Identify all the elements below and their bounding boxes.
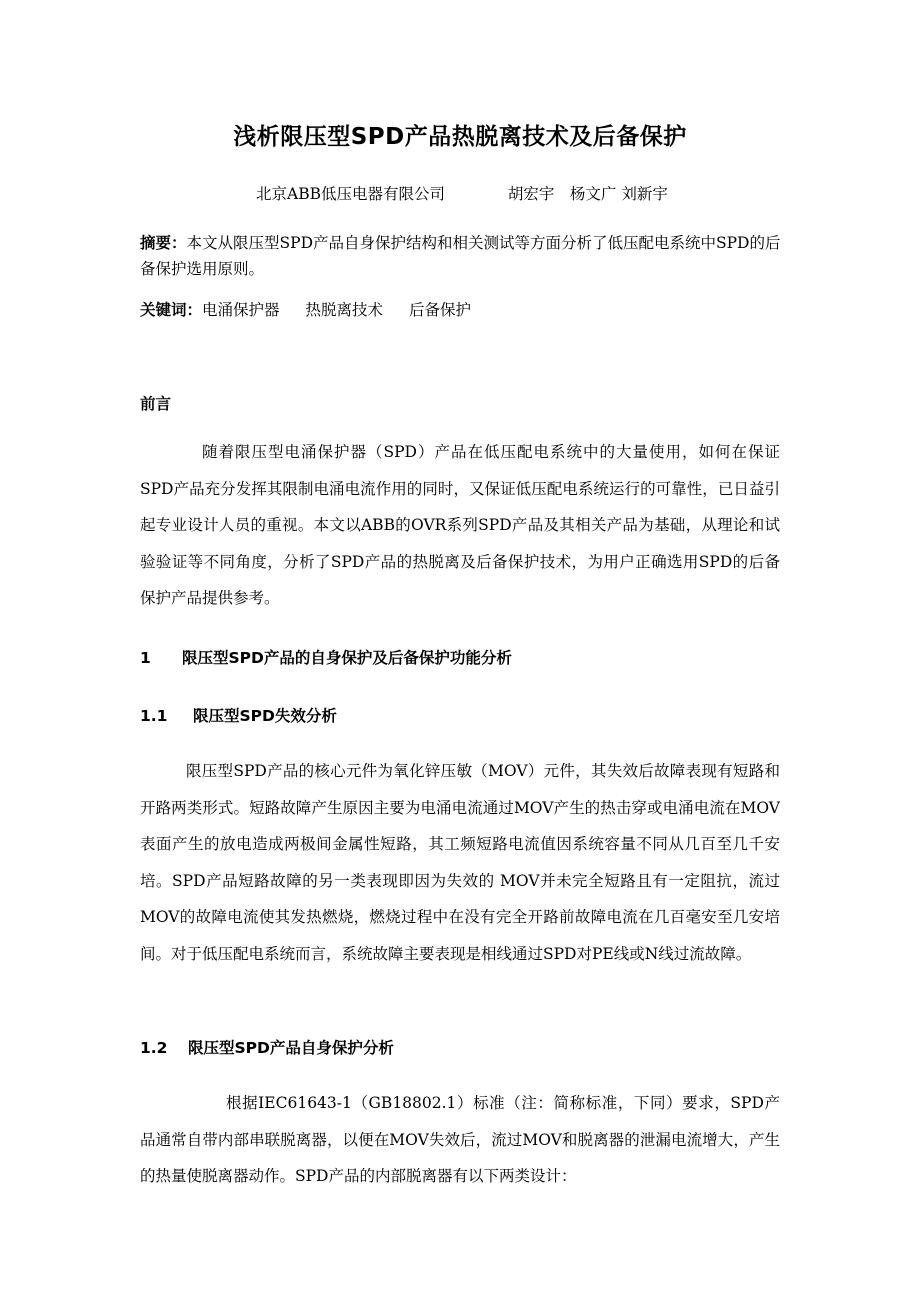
abstract-text: 本文从限压型SPD产品自身保护结构和相关测试等方面分析了低压配电系统中SPD的后备保护选用原则。 xyxy=(140,234,781,278)
keyword-item: 后备保护 xyxy=(409,301,472,319)
keywords-label: 关键词： xyxy=(140,301,203,319)
keywords xyxy=(140,298,497,320)
section-1-1-heading xyxy=(140,704,337,726)
section-number: 1 xyxy=(140,649,151,667)
section-number: 1.1 xyxy=(140,707,168,725)
section-number: 1.2 xyxy=(140,1039,168,1057)
section-1-2-heading xyxy=(140,1036,394,1058)
section-title: 限压型SPD产品自身保护分析 xyxy=(188,1039,394,1057)
preface-paragraph: 随着限压型电涌保护器（SPD）产品在低压配电系统中的大量使用，如何在保证SPD产品充分发挥其限制电涌电流作用的同时，又保证低压配电系统运行的可靠性，已日益引起专业设计人员的重视。本文以ABB的OVR系列SPD产品及其相关产品为基础，从理论和试验验证等不同角度，分析了SPD产品的热脱离及后备保护技术，为用户正确选用SPD的后备保护产品提供参考。 xyxy=(140,443,780,607)
author-names: 胡宏宇 杨文广 刘新宇 xyxy=(507,185,668,203)
section-title: 限压型SPD失效分析 xyxy=(193,707,337,725)
section-title: 限压型SPD产品的自身保护及后备保护功能分析 xyxy=(182,649,512,667)
keyword-item: 热脱离技术 xyxy=(305,301,384,319)
document-title: 浅析限压型SPD产品热脱离技术及后备保护 xyxy=(233,124,687,150)
author-line xyxy=(256,182,668,204)
preface-heading: 前言 xyxy=(140,395,172,413)
section-1-1-paragraph: 限压型SPD产品的核心元件为氧化锌压敏（MOV）元件，其失效后故障表现有短路和开路两类形式。短路故障产生原因主要为电涌电流通过MOV产生的热击穿或电涌电流在MOV表面产生的放电造成两极间金属性短路，其工频短路电流值因系统容量不同从几百至几千安培。SPD产品短路故障的另一类表现即因为失效的 MOV并未完全短路且有一定阻抗，流过MOV的故障电流使其发热燃烧，燃烧过程中在没有完全开路前故障电流在几百毫安至几安培间。对于低压配电系统而言，系统故障主要表现是相线通过SPD对PE线或N线过流故障。 xyxy=(140,762,780,963)
author-company: 北京ABB低压电器有限公司 xyxy=(256,185,445,203)
abstract-label: 摘要： xyxy=(140,234,187,252)
section-1-2-paragraph: 根据IEC61643-1（GB18802.1）标准（注：简称标准，下同）要求，SPD产品通常自带内部串联脱离器，以便在MOV失效后，流过MOV和脱离器的泄漏电流增大，产生的热量使脱离器动作。SPD产品的内部脱离器有以下两类设计： xyxy=(140,1094,780,1185)
abstract xyxy=(140,230,790,282)
keyword-item: 电涌保护器 xyxy=(202,301,280,319)
section-1-heading xyxy=(140,646,512,668)
